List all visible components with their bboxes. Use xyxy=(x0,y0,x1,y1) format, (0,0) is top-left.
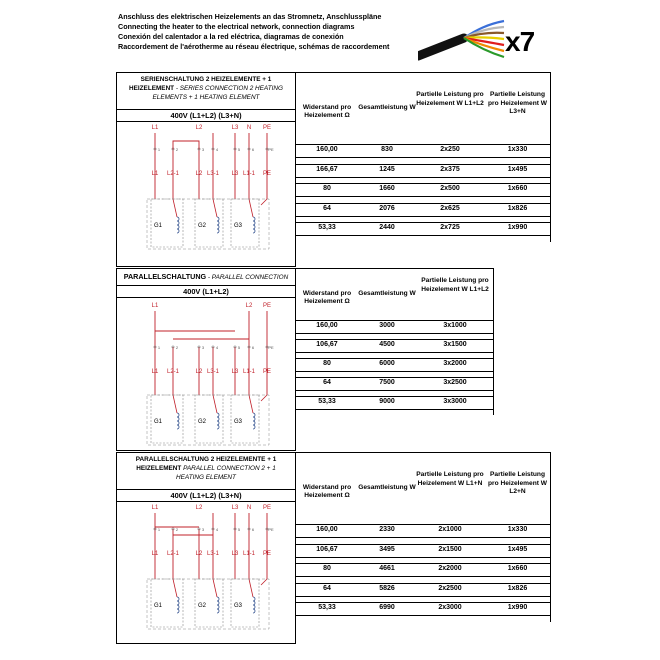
table-cell: 160,00 xyxy=(316,146,338,153)
supply-label: N xyxy=(246,505,252,511)
table-cell: 1x495 xyxy=(507,545,528,553)
conductor-label: L2-1 xyxy=(166,369,180,375)
conductor-label: L3-1 xyxy=(206,369,220,375)
coil-icon xyxy=(217,425,219,429)
terminal-label: 4 xyxy=(215,147,219,152)
coil-icon xyxy=(253,597,255,601)
coil-icon xyxy=(217,221,219,225)
element-lead xyxy=(213,579,217,597)
table-cell: 9000 xyxy=(379,398,395,405)
terminal-label: 2 xyxy=(175,527,179,532)
supply-label: L1 xyxy=(151,505,159,511)
table-cell: 1x660 xyxy=(507,565,528,572)
conductor-label: PE xyxy=(262,369,272,375)
table-row xyxy=(296,144,551,158)
section-series-table xyxy=(296,72,556,242)
terminal-label: 1 xyxy=(157,527,161,532)
coil-icon xyxy=(177,609,179,613)
supply-label: L3 xyxy=(231,125,239,131)
table-header-cell: Gesamtleistung W xyxy=(358,103,416,111)
table-cell: 64 xyxy=(323,204,331,212)
coil-icon xyxy=(253,601,255,605)
table-row xyxy=(296,183,551,197)
coil-icon xyxy=(177,217,179,221)
conductor-label: L3-1 xyxy=(206,551,220,557)
table-cell: 2x1500 xyxy=(438,545,462,553)
coil-icon xyxy=(253,413,255,417)
coil-icon xyxy=(217,597,219,601)
table-cell: 2x2000 xyxy=(438,565,462,572)
table-header-cell: Widerstand pro Heizelement Ω xyxy=(302,103,352,119)
section-parallel21-title: PARALLELSCHALTUNG 2 HEIZELEMENTE + 1 HEIZELEMENT PARALLEL CONNECTION 2 + 1 HEATING ELEMENT xyxy=(135,456,277,481)
terminal-label: 5 xyxy=(237,147,241,152)
table-cell: 80 xyxy=(323,360,331,367)
coil-icon xyxy=(217,609,219,613)
coil-icon xyxy=(217,229,219,233)
terminal-label: PE xyxy=(268,147,274,152)
table-header-cell: Partielle Leistung pro Heizelement W L2+N xyxy=(488,471,547,495)
section-parallel21-table xyxy=(296,452,556,622)
table-cell: 2x375 xyxy=(440,165,460,173)
supply-label: L3 xyxy=(231,505,239,511)
document-header xyxy=(118,12,389,52)
terminal-label: 6 xyxy=(251,527,255,532)
coil-icon xyxy=(253,425,255,429)
table-cell: 2x2500 xyxy=(438,584,462,592)
table-header-cell: Partielle Leistung pro Heizelement W L1+L2 xyxy=(416,91,484,107)
section-parallel-diagram-panel xyxy=(116,268,296,451)
section-parallel-voltage: 400V (L1+L2) xyxy=(117,285,295,298)
wiring-diagram-parallel21 xyxy=(117,501,295,643)
conductor-label: L1-1 xyxy=(242,369,256,375)
coil-icon xyxy=(217,421,219,425)
conductor-label: PE xyxy=(262,171,272,177)
conductor-label: L3 xyxy=(231,369,239,375)
terminal-label: PE xyxy=(268,345,274,350)
table-header-cell: Partielle Leistung pro Heizelement W L3+N xyxy=(488,91,547,115)
table-row xyxy=(296,164,551,178)
table-cell: 3495 xyxy=(379,545,395,553)
terminal-label: 4 xyxy=(215,527,219,532)
coil-icon xyxy=(253,605,255,609)
table-cell: 4661 xyxy=(379,565,395,572)
coil-icon xyxy=(217,601,219,605)
coil-icon xyxy=(177,597,179,601)
wiring-diagram-parallel xyxy=(117,299,295,449)
coil-icon xyxy=(177,605,179,609)
supply-label: L1 xyxy=(151,303,159,309)
conductor-label: L1 xyxy=(151,551,159,557)
table-cell: 1660 xyxy=(379,185,395,192)
section-parallel21-voltage: 400V (L1+L2) (L3+N) xyxy=(117,489,295,502)
table-cell: 106,67 xyxy=(316,341,338,348)
table-row xyxy=(296,377,494,391)
table-header-cell: Partielle Leistung pro Heizelement W L1+L2 xyxy=(421,277,489,293)
element-lead xyxy=(173,395,177,413)
table-row xyxy=(296,602,551,616)
table-cell: 53,33 xyxy=(318,224,336,231)
terminal-label: 2 xyxy=(175,147,179,152)
supply-label: N xyxy=(246,125,252,131)
terminal-label: 1 xyxy=(157,147,161,152)
element-label: G3 xyxy=(233,419,243,425)
table-cell: 2330 xyxy=(379,526,395,533)
conductor-label: L3 xyxy=(231,551,239,557)
conductor-label: L3-1 xyxy=(206,171,220,177)
table-cell: 64 xyxy=(323,584,331,592)
supply-label: PE xyxy=(262,125,272,131)
supply-label: L2 xyxy=(245,303,253,309)
conductor-label: L3 xyxy=(231,171,239,177)
header-line-de: Anschluss des elektrischen Heizelements an das Stromnetz, Anschlusspläne xyxy=(118,12,382,21)
table-cell: 3000 xyxy=(379,322,395,329)
table-row xyxy=(296,339,494,353)
terminal-label: 6 xyxy=(251,147,255,152)
table-row xyxy=(296,358,494,372)
coil-icon xyxy=(253,217,255,221)
coil-icon xyxy=(177,601,179,605)
terminal-label: 3 xyxy=(201,345,205,350)
coil-icon xyxy=(253,609,255,613)
supply-label: L1 xyxy=(151,125,159,131)
conductor-label: L2 xyxy=(195,551,203,557)
table-cell: 2076 xyxy=(379,204,395,212)
element-label: G1 xyxy=(153,223,163,229)
table-cell: 160,00 xyxy=(316,322,338,329)
element-label: G2 xyxy=(197,419,207,425)
cable-image xyxy=(418,18,506,62)
coil-icon xyxy=(177,229,179,233)
coil-icon xyxy=(217,225,219,229)
table-header-cell: Widerstand pro Heizelement Ω xyxy=(302,483,352,499)
conductor-label: L2 xyxy=(195,369,203,375)
table-cell: 2x3000 xyxy=(438,604,462,611)
table-cell: 3x3000 xyxy=(443,398,467,405)
table-cell: 6000 xyxy=(379,360,395,367)
quantity-badge: x7 xyxy=(505,26,535,57)
element-label: G2 xyxy=(197,223,207,229)
table-row xyxy=(296,544,551,558)
conductor-label: PE xyxy=(262,551,272,557)
supply-label: PE xyxy=(262,505,272,511)
table-row xyxy=(296,320,494,334)
table-cell: 3x1500 xyxy=(443,341,467,348)
ground-wire xyxy=(261,199,267,205)
coil-icon xyxy=(253,229,255,233)
coil-icon xyxy=(253,225,255,229)
table-right-border xyxy=(550,72,551,242)
coil-icon xyxy=(217,417,219,421)
table-cell: 1x826 xyxy=(507,204,528,212)
wiring-diagram-series xyxy=(117,121,295,266)
coil-icon xyxy=(217,413,219,417)
terminal-label: 6 xyxy=(251,345,255,350)
element-lead xyxy=(213,199,217,217)
table-cell: 6990 xyxy=(379,604,395,611)
table-cell: 3x2500 xyxy=(443,379,467,386)
section-parallel21-diagram-panel xyxy=(116,452,296,644)
conductor-label: L1-1 xyxy=(242,551,256,557)
table-cell: 1x660 xyxy=(507,185,528,192)
table-cell: 2x725 xyxy=(440,224,460,231)
element-lead xyxy=(249,395,253,413)
element-label: G1 xyxy=(153,419,163,425)
table-right-border xyxy=(493,268,494,415)
terminal-label: 5 xyxy=(237,345,241,350)
table-cell: 5826 xyxy=(379,584,395,592)
element-lead xyxy=(213,395,217,413)
section-parallel-table xyxy=(296,268,494,423)
section-series-title: SERIENSCHALTUNG 2 HEIZELEMENTE + 1 HEIZELEMENT - SERIES CONNECTION 2 HEATING ELEMENTS + 1 HEATING ELEMENT xyxy=(129,76,283,101)
ground-wire xyxy=(261,395,267,401)
table-cell: 1245 xyxy=(379,165,395,173)
table-cell: 80 xyxy=(323,565,331,572)
conductor-label: L2-1 xyxy=(166,551,180,557)
table-cell: 1x826 xyxy=(507,584,528,592)
table-cell: 166,67 xyxy=(316,165,338,173)
table-row xyxy=(296,203,551,217)
section-parallel-title: PARALLELSCHALTUNG - PARALLEL CONNECTION xyxy=(123,272,289,281)
table-cell: 2x250 xyxy=(440,146,460,153)
conductor-label: L1 xyxy=(151,171,159,177)
header-line-en: Connecting the heater to the electrical network, connection diagrams xyxy=(118,22,355,31)
table-cell: 2x625 xyxy=(440,204,460,212)
table-cell: 1x330 xyxy=(507,146,528,153)
conductor-label: L2 xyxy=(195,171,203,177)
table-cell: 106,67 xyxy=(316,545,338,553)
table-cell: 3x1000 xyxy=(443,322,467,329)
coil-icon xyxy=(217,605,219,609)
terminal-label: 4 xyxy=(215,345,219,350)
section-series-diagram-panel xyxy=(116,72,296,267)
table-header-cell: Gesamtleistung W xyxy=(358,483,416,491)
table-cell: 2440 xyxy=(379,224,395,231)
coil-icon xyxy=(177,417,179,421)
table-right-border xyxy=(550,452,551,622)
element-lead xyxy=(249,579,253,597)
conductor-label: L1 xyxy=(151,369,159,375)
element-lead xyxy=(173,579,177,597)
supply-label: L2 xyxy=(195,505,203,511)
conductor-label: L2-1 xyxy=(166,171,180,177)
element-label: G3 xyxy=(233,223,243,229)
ground-wire xyxy=(261,579,267,585)
table-cell: 1x495 xyxy=(507,165,528,173)
table-cell: 80 xyxy=(323,185,331,192)
supply-label: PE xyxy=(262,303,272,309)
element-label: G1 xyxy=(153,603,163,609)
table-cell: 2x1000 xyxy=(438,526,462,533)
section-series-voltage: 400V (L1+L2) (L3+N) xyxy=(117,109,295,122)
coil-icon xyxy=(253,417,255,421)
terminal-label: 1 xyxy=(157,345,161,350)
table-cell: 53,33 xyxy=(318,604,336,611)
table-row xyxy=(296,222,551,236)
table-header-cell: Widerstand pro Heizelement Ω xyxy=(302,289,352,305)
table-row xyxy=(296,396,494,410)
terminal-label: 3 xyxy=(201,147,205,152)
coil-icon xyxy=(177,413,179,417)
coil-icon xyxy=(177,425,179,429)
element-lead xyxy=(173,199,177,217)
table-cell: 4500 xyxy=(379,341,395,348)
table-cell: 3x2000 xyxy=(443,360,467,367)
table-cell: 7500 xyxy=(379,379,395,386)
table-cell: 160,00 xyxy=(316,526,338,533)
header-line-es: Conexión del calentador a la red eléctrica, diagramas de conexión xyxy=(118,32,344,41)
header-line-fr: Raccordement de l'aérotherme au réseau électrique, schémas de raccordement xyxy=(118,42,390,51)
terminal-label: 3 xyxy=(201,527,205,532)
supply-label: L2 xyxy=(195,125,203,131)
table-row xyxy=(296,524,551,538)
table-header-cell: Partielle Leistung pro Heizelement W L1+N xyxy=(416,471,484,487)
table-cell: 53,33 xyxy=(318,398,336,405)
coil-icon xyxy=(177,421,179,425)
table-cell: 1x990 xyxy=(507,604,528,611)
coil-icon xyxy=(253,421,255,425)
terminal-label: 2 xyxy=(175,345,179,350)
table-header-cell: Gesamtleistung W xyxy=(358,289,416,297)
table-cell: 830 xyxy=(381,146,393,153)
table-cell: 1x990 xyxy=(507,224,528,231)
terminal-label: PE xyxy=(268,527,274,532)
table-cell: 64 xyxy=(323,379,331,386)
element-lead xyxy=(249,199,253,217)
table-row xyxy=(296,583,551,597)
table-cell: 1x330 xyxy=(507,526,528,533)
coil-icon xyxy=(177,225,179,229)
coil-icon xyxy=(253,221,255,225)
element-label: G3 xyxy=(233,603,243,609)
coil-icon xyxy=(177,221,179,225)
terminal-label: 5 xyxy=(237,527,241,532)
element-label: G2 xyxy=(197,603,207,609)
table-cell: 2x500 xyxy=(440,185,460,192)
coil-icon xyxy=(217,217,219,221)
table-row xyxy=(296,563,551,577)
conductor-label: L1-1 xyxy=(242,171,256,177)
